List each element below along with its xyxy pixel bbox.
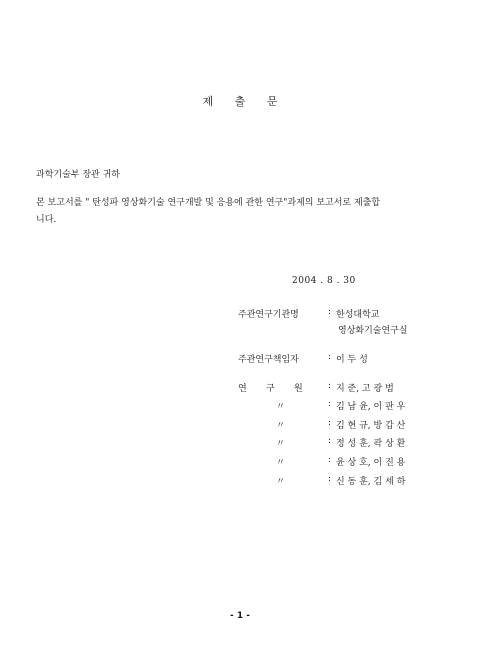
institution-row-2: [0, 323, 480, 337]
institution-label: 주관연구기관명: [238, 310, 299, 320]
label-char: 구: [266, 384, 275, 394]
colon: :: [328, 307, 332, 317]
colon: :: [328, 399, 332, 409]
researcher-names: 김 남 윤, 이 판 우: [336, 402, 406, 412]
colon: :: [328, 352, 332, 362]
label-char: 원: [294, 384, 303, 394]
ditto-mark: 〃: [276, 477, 286, 487]
manager-row: [0, 352, 480, 366]
title-char: 제: [202, 95, 214, 108]
researcher-names: 윤 상 호, 이 진 용: [336, 458, 406, 468]
researcher-row: [0, 418, 480, 432]
manager-label: 주관연구책임자: [238, 355, 299, 365]
manager-value: 이 두 성: [336, 355, 368, 365]
colon: :: [328, 455, 332, 465]
body-paragraph: [36, 195, 456, 229]
institution-row: [0, 307, 480, 321]
ditto-mark: 〃: [276, 402, 286, 412]
researcher-names: 김 현 규, 방 갑 산: [336, 421, 406, 431]
title-char: 문: [266, 95, 278, 108]
body-line: 니다.: [36, 215, 57, 225]
researcher-names: 정 성 훈, 곽 상 환: [336, 439, 406, 449]
institution-value: 한성대학교: [336, 310, 380, 320]
colon: :: [328, 381, 332, 391]
researcher-row: [0, 399, 480, 413]
submission-date: 2004 . 8 . 30: [292, 276, 356, 286]
ditto-mark: 〃: [276, 458, 286, 468]
ditto-mark: 〃: [276, 439, 286, 449]
researcher-row: [0, 455, 480, 469]
title-char: 출: [234, 95, 246, 108]
researcher-row: [0, 381, 480, 395]
colon: :: [328, 418, 332, 428]
label-char: 연: [238, 384, 247, 394]
researcher-label: [238, 381, 303, 394]
page-title: [0, 93, 480, 109]
body-line: 본 보고서를 " 탄성파 영상화기술 연구개발 및 응용에 관한 연구"과제의 보고서로 제출합: [36, 198, 381, 208]
researcher-names: 지 준, 고 광 범: [336, 384, 394, 394]
colon: :: [328, 436, 332, 446]
recipient-line: 과학기술부 장관 귀하: [36, 170, 120, 180]
researcher-row: [0, 474, 480, 488]
institution-value: 영상화기술연구실: [338, 326, 408, 336]
researcher-row: [0, 436, 480, 450]
page-number: - 1 -: [230, 611, 250, 621]
researcher-names: 신 동 훈, 김 세 하: [336, 477, 406, 487]
ditto-mark: 〃: [276, 421, 286, 431]
colon: :: [328, 474, 332, 484]
